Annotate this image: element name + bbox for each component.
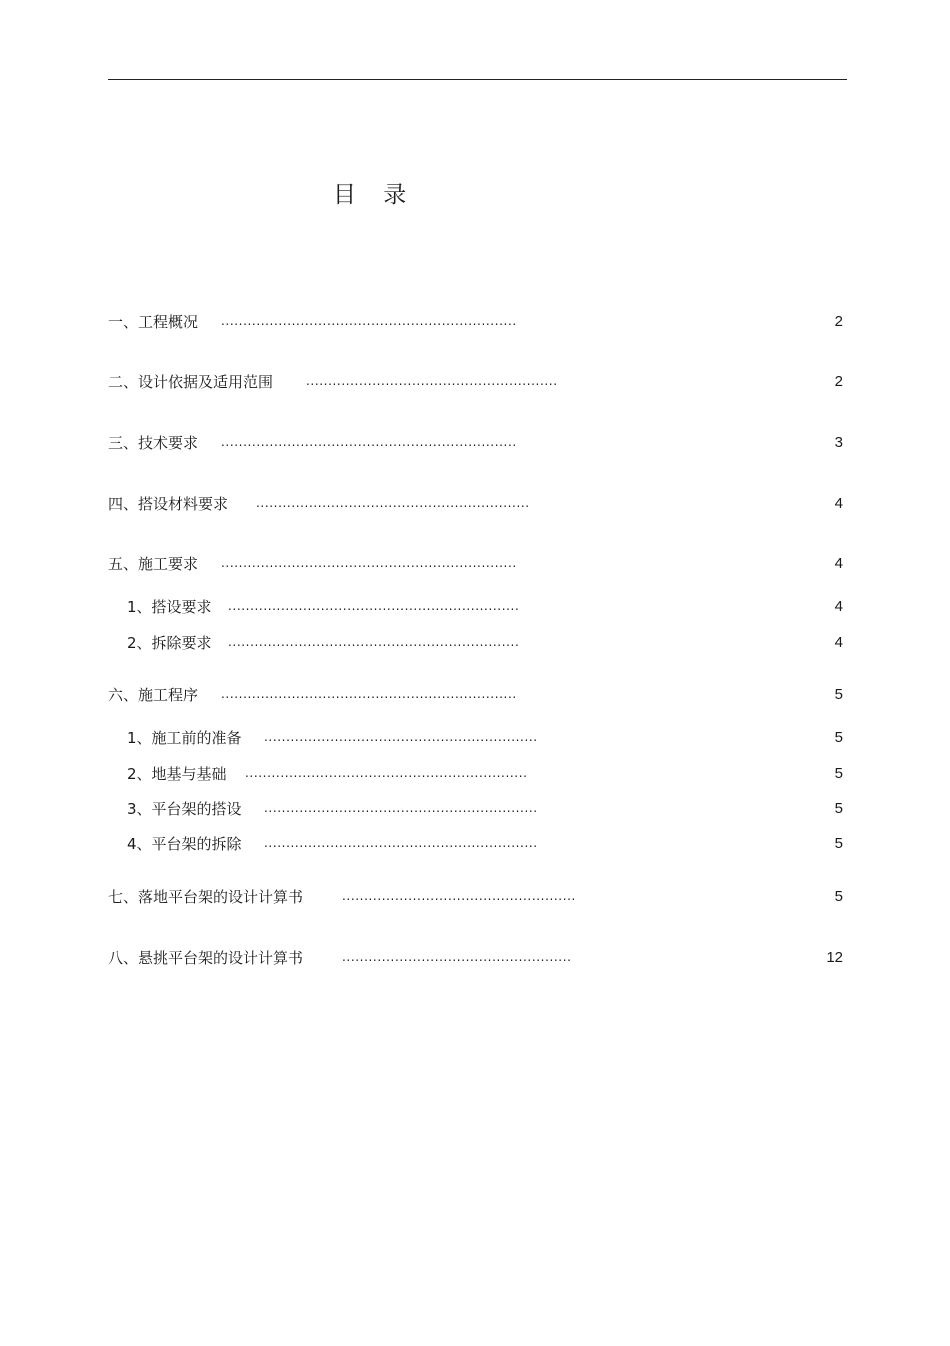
toc-entry-leader: .........................................................: [306, 374, 558, 388]
toc-entry-label: 三、技术要求: [108, 434, 199, 452]
toc-entry-page: 3: [834, 434, 843, 451]
toc-entry-leader: ...................................................................: [221, 314, 517, 328]
toc-entry-label: 1、施工前的准备: [127, 729, 242, 747]
toc-entry-leader: ..................................................................: [228, 599, 520, 613]
toc-subentry[interactable]: [127, 834, 843, 854]
toc-entry-leader: ...................................................................: [221, 556, 517, 570]
toc-entry-leader: ..................................................................: [228, 635, 520, 649]
toc-entry-label: 4、平台架的拆除: [127, 835, 242, 853]
toc-entry-leader: ..............................................................: [264, 730, 538, 744]
toc-entry-leader: ....................................................: [342, 950, 572, 964]
toc-entry-label: 2、拆除要求: [127, 634, 212, 652]
toc-entry-leader: ..............................................................: [264, 801, 538, 815]
toc-entry-label: 七、落地平台架的设计计算书: [108, 888, 304, 906]
toc-entry-page: 4: [834, 634, 843, 651]
toc-entry-page: 4: [834, 555, 843, 572]
toc-entry-leader: .....................................................: [342, 889, 576, 903]
toc-entry-label: 3、平台架的搭设: [127, 800, 242, 818]
toc-subentry[interactable]: [127, 764, 843, 784]
toc-entry[interactable]: [108, 433, 843, 453]
toc-entry[interactable]: [108, 372, 843, 392]
toc-entry-page: 2: [834, 373, 843, 390]
toc-entry-leader: ................................................................: [245, 766, 528, 780]
toc-entry-label: 四、搭设材料要求: [108, 495, 229, 513]
toc-entry-label: 一、工程概况: [108, 313, 199, 331]
toc-entry-page: 5: [834, 888, 843, 905]
toc-entry-leader: ..............................................................: [256, 496, 530, 510]
toc-entry-label: 2、地基与基础: [127, 765, 227, 783]
toc-entry-leader: ...................................................................: [221, 687, 517, 701]
toc-entry-leader: ..............................................................: [264, 836, 538, 850]
toc-entry-page: 4: [834, 598, 843, 615]
toc-entry-page: 5: [834, 729, 843, 746]
toc-entry[interactable]: [108, 887, 843, 907]
toc-subentry[interactable]: [127, 728, 843, 748]
toc-entry-label: 1、搭设要求: [127, 598, 212, 616]
toc-entry-page: 5: [834, 800, 843, 817]
toc-subentry[interactable]: [127, 799, 843, 819]
toc-entry[interactable]: [108, 494, 843, 514]
toc-entry-page: 5: [834, 686, 843, 703]
toc-entry[interactable]: [108, 554, 843, 574]
toc-entry-page: 5: [834, 765, 843, 782]
toc-entry-label: 八、悬挑平台架的设计计算书: [108, 949, 304, 967]
toc-entry[interactable]: [108, 948, 843, 968]
toc-entry-page: 4: [834, 495, 843, 512]
toc-entry-label: 五、施工要求: [108, 555, 199, 573]
toc-entry-label: 二、设计依据及适用范围: [108, 373, 274, 391]
header-rule: [108, 79, 847, 80]
toc-entry-label: 六、施工程序: [108, 686, 199, 704]
toc-entry-page: 2: [834, 313, 843, 330]
toc-title: 目 录: [333, 182, 417, 208]
toc-entry[interactable]: [108, 685, 843, 705]
toc-entry-leader: ...................................................................: [221, 435, 517, 449]
toc-entry-page: 12: [826, 949, 843, 966]
toc-subentry[interactable]: [127, 633, 843, 653]
toc-entry[interactable]: [108, 312, 843, 332]
toc-subentry[interactable]: [127, 597, 843, 617]
toc-entry-page: 5: [834, 835, 843, 852]
